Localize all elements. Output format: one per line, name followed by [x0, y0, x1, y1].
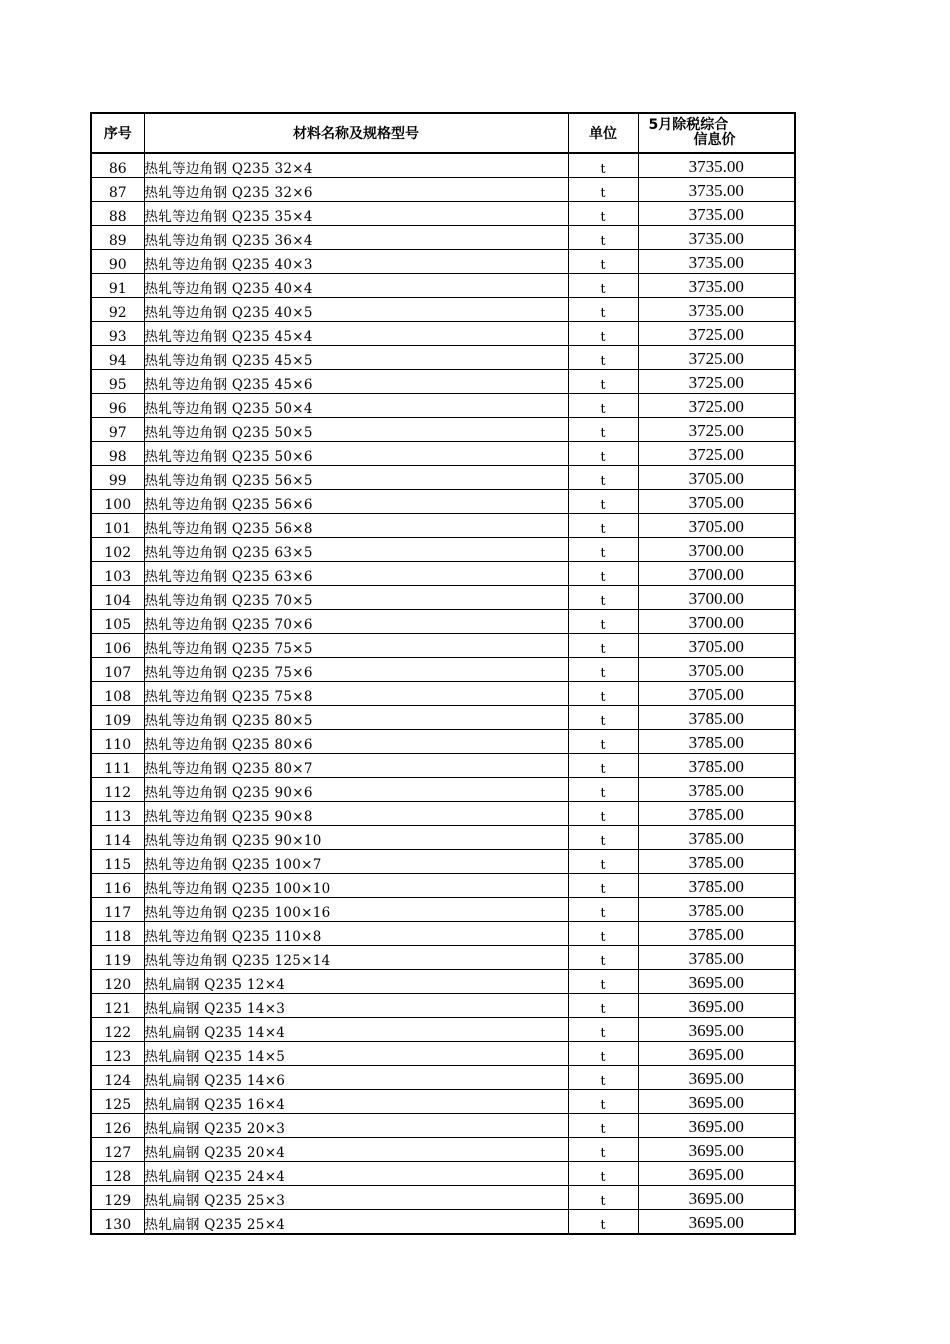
table-row: [91, 1042, 795, 1066]
unit-cell: t: [568, 250, 638, 274]
price-cell: 3695.00: [638, 1018, 795, 1042]
row-number: 90: [91, 250, 144, 274]
unit-cell: t: [568, 826, 638, 850]
row-number: 101: [91, 514, 144, 538]
table-row: [91, 994, 795, 1018]
price-cell: 3700.00: [638, 586, 795, 610]
row-number: 125: [91, 1090, 144, 1114]
material-name: 热轧扁钢 Q235 14×5: [144, 1042, 568, 1066]
table-row: [91, 178, 795, 202]
price-cell: 3695.00: [638, 1090, 795, 1114]
table-row: [91, 874, 795, 898]
unit-cell: t: [568, 1114, 638, 1138]
price-cell: 3695.00: [638, 970, 795, 994]
material-name: 热轧扁钢 Q235 25×3: [144, 1186, 568, 1210]
unit-cell: t: [568, 946, 638, 970]
price-cell: 3785.00: [638, 754, 795, 778]
table-row: [91, 802, 795, 826]
material-name: 热轧扁钢 Q235 14×4: [144, 1018, 568, 1042]
table-row: [91, 658, 795, 682]
unit-cell: t: [568, 346, 638, 370]
table-row: [91, 586, 795, 610]
material-name: 热轧等边角钢 Q235 75×8: [144, 682, 568, 706]
table-row: [91, 634, 795, 658]
unit-cell: t: [568, 706, 638, 730]
material-name: 热轧扁钢 Q235 14×3: [144, 994, 568, 1018]
unit-cell: t: [568, 586, 638, 610]
price-cell: 3735.00: [638, 202, 795, 226]
row-number: 129: [91, 1186, 144, 1210]
material-name: 热轧等边角钢 Q235 56×5: [144, 466, 568, 490]
price-cell: 3700.00: [638, 610, 795, 634]
material-name: 热轧扁钢 Q235 12×4: [144, 970, 568, 994]
material-name: 热轧等边角钢 Q235 80×6: [144, 730, 568, 754]
material-name: 热轧扁钢 Q235 20×4: [144, 1138, 568, 1162]
price-cell: 3785.00: [638, 802, 795, 826]
table-row: [91, 466, 795, 490]
material-name: 热轧等边角钢 Q235 50×6: [144, 442, 568, 466]
price-cell: 3785.00: [638, 706, 795, 730]
material-name: 热轧等边角钢 Q235 40×3: [144, 250, 568, 274]
unit-cell: t: [568, 1066, 638, 1090]
table-row: [91, 1138, 795, 1162]
table-row: [91, 778, 795, 802]
price-cell: 3725.00: [638, 418, 795, 442]
row-number: 117: [91, 898, 144, 922]
unit-cell: t: [568, 658, 638, 682]
unit-cell: t: [568, 298, 638, 322]
table-row: [91, 346, 795, 370]
unit-cell: t: [568, 1018, 638, 1042]
price-cell: 3785.00: [638, 922, 795, 946]
price-cell: 3705.00: [638, 682, 795, 706]
material-name: 热轧等边角钢 Q235 50×5: [144, 418, 568, 442]
row-number: 108: [91, 682, 144, 706]
unit-cell: t: [568, 1210, 638, 1235]
price-cell: 3735.00: [638, 153, 795, 178]
table-row: [91, 298, 795, 322]
unit-cell: t: [568, 778, 638, 802]
header-price-line1: 5月除税综合: [648, 117, 729, 133]
unit-cell: t: [568, 538, 638, 562]
row-number: 94: [91, 346, 144, 370]
row-number: 103: [91, 562, 144, 586]
table-row: [91, 754, 795, 778]
price-cell: 3695.00: [638, 1114, 795, 1138]
table-row: [91, 706, 795, 730]
row-number: 97: [91, 418, 144, 442]
row-number: 106: [91, 634, 144, 658]
table-row: [91, 1114, 795, 1138]
row-number: 100: [91, 490, 144, 514]
unit-cell: t: [568, 1042, 638, 1066]
material-name: 热轧等边角钢 Q235 110×8: [144, 922, 568, 946]
table-row: [91, 730, 795, 754]
row-number: 111: [91, 754, 144, 778]
unit-cell: t: [568, 802, 638, 826]
price-cell: 3700.00: [638, 562, 795, 586]
material-name: 热轧等边角钢 Q235 100×7: [144, 850, 568, 874]
table-row: [91, 250, 795, 274]
table-row: [91, 1018, 795, 1042]
material-name: 热轧等边角钢 Q235 63×6: [144, 562, 568, 586]
table-row: [91, 1066, 795, 1090]
table-row: [91, 418, 795, 442]
material-name: 热轧等边角钢 Q235 45×6: [144, 370, 568, 394]
header-row: [91, 113, 795, 153]
material-name: 热轧等边角钢 Q235 56×8: [144, 514, 568, 538]
material-name: 热轧等边角钢 Q235 75×6: [144, 658, 568, 682]
table-row: [91, 1162, 795, 1186]
unit-cell: t: [568, 994, 638, 1018]
material-name: 热轧等边角钢 Q235 80×7: [144, 754, 568, 778]
material-name: 热轧扁钢 Q235 24×4: [144, 1162, 568, 1186]
price-cell: 3785.00: [638, 946, 795, 970]
material-name: 热轧等边角钢 Q235 45×4: [144, 322, 568, 346]
material-name: 热轧等边角钢 Q235 70×6: [144, 610, 568, 634]
table-row: [91, 514, 795, 538]
unit-cell: t: [568, 874, 638, 898]
material-name: 热轧等边角钢 Q235 32×4: [144, 153, 568, 178]
table-row: [91, 1090, 795, 1114]
unit-cell: t: [568, 153, 638, 178]
row-number: 96: [91, 394, 144, 418]
material-name: 热轧等边角钢 Q235 40×4: [144, 274, 568, 298]
unit-cell: t: [568, 610, 638, 634]
price-cell: 3705.00: [638, 514, 795, 538]
price-cell: 3700.00: [638, 538, 795, 562]
material-name: 热轧等边角钢 Q235 36×4: [144, 226, 568, 250]
header-name: 材料名称及规格型号: [144, 113, 568, 153]
unit-cell: t: [568, 1090, 638, 1114]
table-row: [91, 1210, 795, 1235]
price-cell: 3695.00: [638, 1186, 795, 1210]
row-number: 115: [91, 850, 144, 874]
price-cell: 3695.00: [638, 994, 795, 1018]
price-table: [90, 112, 796, 1235]
price-cell: 3735.00: [638, 178, 795, 202]
row-number: 99: [91, 466, 144, 490]
material-name: 热轧等边角钢 Q235 50×4: [144, 394, 568, 418]
row-number: 89: [91, 226, 144, 250]
price-cell: 3695.00: [638, 1066, 795, 1090]
unit-cell: t: [568, 370, 638, 394]
material-name: 热轧等边角钢 Q235 90×10: [144, 826, 568, 850]
table-row: [91, 1186, 795, 1210]
material-name: 热轧等边角钢 Q235 90×6: [144, 778, 568, 802]
unit-cell: t: [568, 634, 638, 658]
table-row: [91, 898, 795, 922]
material-name: 热轧等边角钢 Q235 63×5: [144, 538, 568, 562]
unit-cell: t: [568, 682, 638, 706]
unit-cell: t: [568, 490, 638, 514]
material-name: 热轧等边角钢 Q235 56×6: [144, 490, 568, 514]
unit-cell: t: [568, 970, 638, 994]
material-name: 热轧扁钢 Q235 20×3: [144, 1114, 568, 1138]
price-cell: 3735.00: [638, 298, 795, 322]
material-name: 热轧等边角钢 Q235 100×10: [144, 874, 568, 898]
table-row: [91, 442, 795, 466]
price-cell: 3705.00: [638, 466, 795, 490]
unit-cell: t: [568, 418, 638, 442]
table-row: [91, 490, 795, 514]
unit-cell: t: [568, 754, 638, 778]
price-cell: 3785.00: [638, 730, 795, 754]
table-row: [91, 826, 795, 850]
row-number: 87: [91, 178, 144, 202]
material-name: 热轧等边角钢 Q235 32×6: [144, 178, 568, 202]
unit-cell: t: [568, 1162, 638, 1186]
row-number: 123: [91, 1042, 144, 1066]
material-name: 热轧等边角钢 Q235 45×5: [144, 346, 568, 370]
unit-cell: t: [568, 178, 638, 202]
unit-cell: t: [568, 442, 638, 466]
unit-cell: t: [568, 1186, 638, 1210]
table-body: [91, 153, 795, 1234]
price-cell: 3735.00: [638, 250, 795, 274]
unit-cell: t: [568, 322, 638, 346]
row-number: 126: [91, 1114, 144, 1138]
table-row: [91, 153, 795, 178]
price-cell: 3735.00: [638, 274, 795, 298]
row-number: 118: [91, 922, 144, 946]
header-price-line2: 信息价: [693, 132, 736, 148]
row-number: 110: [91, 730, 144, 754]
row-number: 86: [91, 153, 144, 178]
price-cell: 3785.00: [638, 850, 795, 874]
table-row: [91, 850, 795, 874]
row-number: 120: [91, 970, 144, 994]
row-number: 105: [91, 610, 144, 634]
row-number: 114: [91, 826, 144, 850]
price-cell: 3695.00: [638, 1162, 795, 1186]
material-name: 热轧等边角钢 Q235 75×5: [144, 634, 568, 658]
material-name: 热轧等边角钢 Q235 100×16: [144, 898, 568, 922]
price-cell: 3785.00: [638, 778, 795, 802]
price-cell: 3705.00: [638, 634, 795, 658]
material-name: 热轧扁钢 Q235 25×4: [144, 1210, 568, 1235]
unit-cell: t: [568, 274, 638, 298]
material-name: 热轧等边角钢 Q235 35×4: [144, 202, 568, 226]
row-number: 91: [91, 274, 144, 298]
row-number: 102: [91, 538, 144, 562]
table-row: [91, 274, 795, 298]
unit-cell: t: [568, 730, 638, 754]
price-cell: 3725.00: [638, 322, 795, 346]
table-row: [91, 226, 795, 250]
row-number: 93: [91, 322, 144, 346]
price-cell: 3785.00: [638, 898, 795, 922]
price-cell: 3705.00: [638, 658, 795, 682]
row-number: 124: [91, 1066, 144, 1090]
price-cell: 3695.00: [638, 1042, 795, 1066]
unit-cell: t: [568, 898, 638, 922]
material-name: 热轧等边角钢 Q235 40×5: [144, 298, 568, 322]
material-name: 热轧扁钢 Q235 14×6: [144, 1066, 568, 1090]
table-row: [91, 946, 795, 970]
row-number: 119: [91, 946, 144, 970]
row-number: 122: [91, 1018, 144, 1042]
unit-cell: t: [568, 394, 638, 418]
material-name: 热轧扁钢 Q235 16×4: [144, 1090, 568, 1114]
row-number: 113: [91, 802, 144, 826]
table-row: [91, 202, 795, 226]
table-row: [91, 562, 795, 586]
unit-cell: t: [568, 850, 638, 874]
row-number: 98: [91, 442, 144, 466]
row-number: 107: [91, 658, 144, 682]
unit-cell: t: [568, 1138, 638, 1162]
row-number: 128: [91, 1162, 144, 1186]
table-row: [91, 922, 795, 946]
price-cell: 3725.00: [638, 442, 795, 466]
price-cell: 3695.00: [638, 1210, 795, 1235]
price-cell: 3725.00: [638, 394, 795, 418]
unit-cell: t: [568, 466, 638, 490]
material-name: 热轧等边角钢 Q235 80×5: [144, 706, 568, 730]
unit-cell: t: [568, 922, 638, 946]
price-cell: 3785.00: [638, 826, 795, 850]
header-price: [638, 113, 795, 153]
row-number: 112: [91, 778, 144, 802]
unit-cell: t: [568, 226, 638, 250]
unit-cell: t: [568, 562, 638, 586]
price-cell: 3785.00: [638, 874, 795, 898]
header-unit: 单位: [568, 113, 638, 153]
material-name: 热轧等边角钢 Q235 70×5: [144, 586, 568, 610]
row-number: 109: [91, 706, 144, 730]
table-row: [91, 370, 795, 394]
price-cell: 3725.00: [638, 370, 795, 394]
unit-cell: t: [568, 514, 638, 538]
row-number: 121: [91, 994, 144, 1018]
table-row: [91, 682, 795, 706]
price-cell: 3705.00: [638, 490, 795, 514]
row-number: 116: [91, 874, 144, 898]
table-row: [91, 538, 795, 562]
row-number: 92: [91, 298, 144, 322]
table-row: [91, 322, 795, 346]
row-number: 130: [91, 1210, 144, 1235]
price-cell: 3735.00: [638, 226, 795, 250]
table-row: [91, 394, 795, 418]
table-row: [91, 970, 795, 994]
price-cell: 3695.00: [638, 1138, 795, 1162]
row-number: 127: [91, 1138, 144, 1162]
unit-cell: t: [568, 202, 638, 226]
price-cell: 3725.00: [638, 346, 795, 370]
row-number: 95: [91, 370, 144, 394]
table-row: [91, 610, 795, 634]
row-number: 88: [91, 202, 144, 226]
material-name: 热轧等边角钢 Q235 125×14: [144, 946, 568, 970]
row-number: 104: [91, 586, 144, 610]
header-no: 序号: [91, 113, 144, 153]
material-name: 热轧等边角钢 Q235 90×8: [144, 802, 568, 826]
